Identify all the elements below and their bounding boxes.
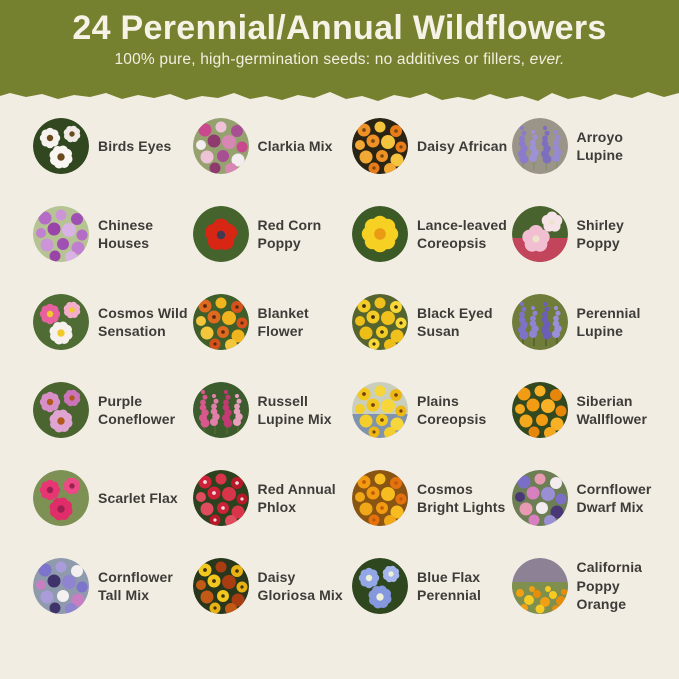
cornflower-dwarf-mix-photo <box>512 470 568 526</box>
flower-name: Scarlet Flax <box>98 489 178 506</box>
flower-item <box>193 470 353 526</box>
flower-item <box>512 558 672 614</box>
flower-name: Birds Eyes <box>98 137 172 154</box>
flower-name: Blanket Flower <box>257 304 309 339</box>
flower-item <box>33 118 193 174</box>
flower-item <box>352 118 512 174</box>
flower-item <box>352 382 512 438</box>
flower-name: Daisy African <box>417 137 508 154</box>
lance-leaved-coreopsis-photo <box>352 206 408 262</box>
flower-item <box>512 206 672 262</box>
daisy-african-photo <box>352 118 408 174</box>
flower-name: Cosmos Wild Sensation <box>98 304 188 339</box>
flower-name: Cosmos Bright Lights <box>417 480 506 515</box>
page-subtitle <box>0 51 679 69</box>
siberian-wallflower-photo <box>512 382 568 438</box>
flower-item <box>193 382 353 438</box>
red-annual-phlox-photo <box>193 470 249 526</box>
flower-name: Clarkia Mix <box>257 137 333 154</box>
flower-name: Daisy Gloriosa Mix <box>257 568 343 603</box>
clarkia-mix-photo <box>193 118 249 174</box>
flower-name: Siberian Wallflower <box>576 392 647 427</box>
flower-name: Lance-leaved Coreopsis <box>417 216 507 251</box>
flower-item <box>193 206 353 262</box>
flower-item <box>352 558 512 614</box>
perennial-lupine-photo <box>512 294 568 350</box>
flower-item <box>33 382 193 438</box>
flower-item <box>33 206 193 262</box>
subtitle-emphasis: ever. <box>529 51 565 68</box>
chinese-houses-photo <box>33 206 89 262</box>
shirley-poppy-photo <box>512 206 568 262</box>
flower-name: Plains Coreopsis <box>417 392 487 427</box>
flower-item <box>352 470 512 526</box>
flower-item <box>512 118 672 174</box>
california-poppy-orange-photo <box>512 558 568 614</box>
daisy-gloriosa-mix-photo <box>193 558 249 614</box>
flower-name: Black Eyed Susan <box>417 304 493 339</box>
flower-name: Chinese Houses <box>98 216 154 251</box>
flower-name: Shirley Poppy <box>576 216 624 251</box>
flower-name: Arroyo Lupine <box>576 128 623 163</box>
flower-name: Red Annual Phlox <box>257 480 336 515</box>
flower-name: California Poppy Orange <box>576 559 643 613</box>
flower-item <box>33 294 193 350</box>
flower-item <box>512 470 672 526</box>
flower-item <box>193 558 353 614</box>
flower-name: Cornflower Tall Mix <box>98 568 173 603</box>
cosmos-wild-sensation-photo <box>33 294 89 350</box>
subtitle-text: 100% pure, high-germination seeds: no additives or fillers, <box>114 51 530 68</box>
flower-item <box>512 294 672 350</box>
arroyo-lupine-photo <box>512 118 568 174</box>
plains-coreopsis-photo <box>352 382 408 438</box>
cornflower-tall-mix-photo <box>33 558 89 614</box>
black-eyed-susan-photo <box>352 294 408 350</box>
blue-flax-perennial-photo <box>352 558 408 614</box>
header-banner <box>0 0 679 88</box>
flower-name: Purple Coneflower <box>98 392 176 427</box>
page-title: 24 Perennial/Annual Wildflowers <box>72 9 607 47</box>
blanket-flower-photo <box>193 294 249 350</box>
scarlet-flax-photo <box>33 470 89 526</box>
flower-item <box>33 558 193 614</box>
flower-name: Perennial Lupine <box>576 304 641 339</box>
cosmos-bright-lights-photo <box>352 470 408 526</box>
purple-coneflower-photo <box>33 382 89 438</box>
flower-name: Red Corn Poppy <box>257 216 322 251</box>
flower-item <box>352 206 512 262</box>
flower-name: Cornflower Dwarf Mix <box>576 480 652 515</box>
birds-eyes-photo <box>33 118 89 174</box>
flower-item <box>512 382 672 438</box>
russell-lupine-mix-photo <box>193 382 249 438</box>
flower-item <box>33 470 193 526</box>
torn-paper-edge <box>0 88 679 102</box>
flower-name: Blue Flax Perennial <box>417 568 481 603</box>
flower-item <box>352 294 512 350</box>
flower-item <box>193 294 353 350</box>
flower-item <box>193 118 353 174</box>
red-corn-poppy-photo <box>193 206 249 262</box>
flower-grid <box>0 102 679 630</box>
flower-name: Russell Lupine Mix <box>257 392 332 427</box>
